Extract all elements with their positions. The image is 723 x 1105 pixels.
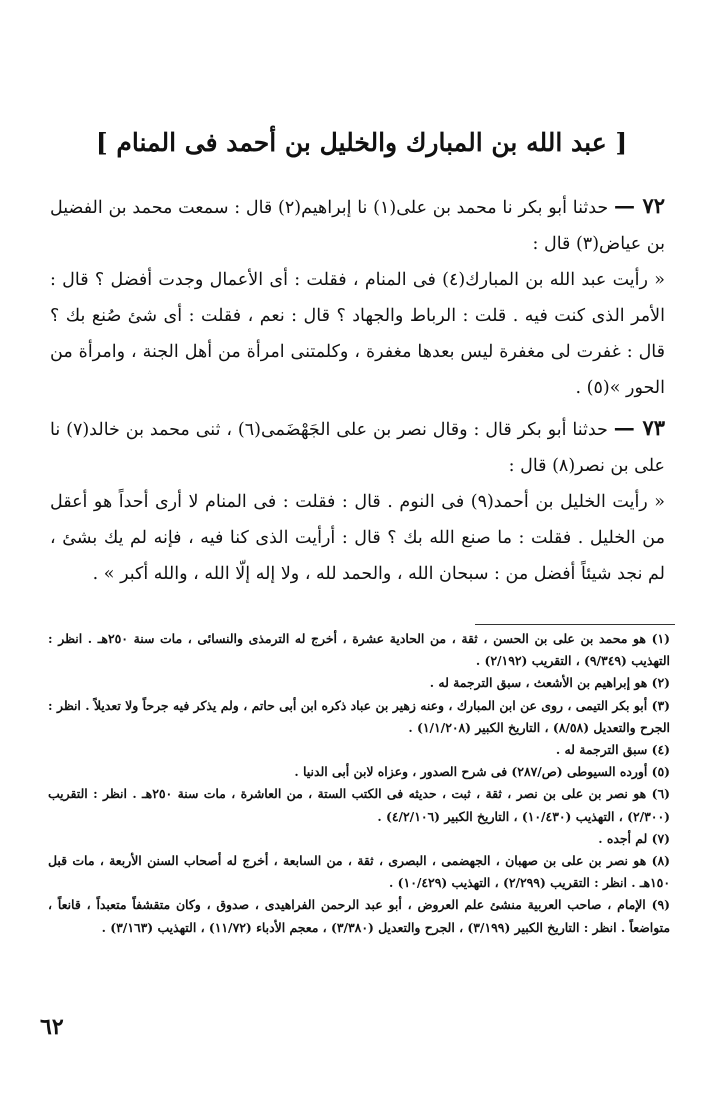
footnote: (٩) الإمام ، صاحب العربية منشئ علم العروض ، أبو عبد الرحمن الفراهيدى ، صدوق ، وكان متقشفاً متعبداً ، قانعاً ، متواضعاً . انظر : التاريخ الكبير (٣/١٩٩) ، الجرح والتعديل (٣/٣٨٠) ، معجم الأدباء (١١/٧٢) ، التهذيب (٣/١٦٣) .: [48, 897, 670, 935]
footnote: (١) هو محمد بن على بن الحسن ، ثقة ، من الحادية عشرة ، أخرج له الترمذى والنسائى ، مات سنة ٢٥٠هـ . انظر : التهذيب (٩/٣٤٩) ، التقريب (٢/١٩٢) .: [48, 631, 670, 669]
isnad-text: حدثنا أبو بكر قال : وقال نصر بن على الجَهْضَمى(٦) ، ثنى محمد بن خالد(٧) نا على بن نصر(٨) قال :: [50, 420, 665, 476]
entry-number: ٧٢ —: [613, 193, 666, 218]
footnote: (٧) لم أجده .: [598, 830, 670, 846]
footnote: (٢) هو إبراهيم بن الأشعث ، سبق الترجمة له .: [429, 675, 670, 691]
footnotes: [48, 628, 670, 939]
footnote: (٣) أبو بكر التيمى ، روى عن ابن المبارك ، وعنه زهير بن عباد ذكره ابن أبى حاتم ، ولم يذكر فيه جرحاً ولا تعديلاً . انظر : الجرح والتعديل (٨/٥٨) ، التاريخ الكبير (١/١/٢٠٨) .: [48, 697, 670, 735]
footnote: (٦) هو نصر بن على بن نصر ، ثقة ، ثبت ، حديثه فى الكتب الستة ، من العاشرة ، مات سنة ٢٥٠هـ . انظر : التقريب (٢/٣٠٠) ، التهذيب (١٠/٤٣٠) ، التاريخ الكبير (٤/٢/١٠٦) .: [48, 786, 670, 824]
footnote: (٥) أورده السيوطى (ص/٢٨٧) فى شرح الصدور ، وعزاه لابن أبى الدنيا .: [294, 764, 670, 780]
entry-72-body: « رأيت عبد الله بن المبارك(٤) فى المنام ، فقلت : أى الأعمال وجدت أفضل ؟ قال : الأمر الذى كنت فيه . قلت : الرباط والجهاد ؟ قال : نعم ، فقلت : أى شئ صُنع بك ؟ قال : غفرت لى مغفرة ليس بعدها مغفرة ، وكلمتنى امرأة من أهل الجنة ، وامرأة من الحور »(٥) .: [50, 270, 665, 398]
entry-73-body: « رأيت الخليل بن أحمد(٩) فى النوم . قال : فقلت : فى المنام لا أرى أحداً هو أعقل من الخليل . فقلت : ما صنع الله بك ؟ قال : أرأيت الذى كنا فيه ، فإنه لم يك بشئ ، لم نجد شيئاً أفضل من : سبحان الله ، والحمد لله ، ولا إله إلّا الله ، والله أكبر » .: [50, 492, 665, 584]
section-heading: [ عبد الله بن المبارك والخليل بن أحمد فى المنام ]: [95, 128, 628, 157]
page-number: ٦٢: [40, 1014, 64, 1040]
entry-73-isnad: [50, 410, 665, 484]
entry-72-isnad: [50, 188, 665, 262]
footnote-divider: [475, 624, 675, 625]
footnote: (٤) سبق الترجمة له .: [555, 742, 670, 758]
footnote: (٨) هو نصر بن على بن صهبان ، الجهضمى ، البصرى ، ثقة ، من السابعة ، أخرج له أصحاب السنن الأربعة ، مات قبل ١٥٠هـ . انظر : التقريب (٢/٢٩٩) ، التهذيب (١٠/٤٢٩) .: [48, 853, 670, 891]
isnad-text: حدثنا أبو بكر نا محمد بن على(١) نا إبراهيم(٢) قال : سمعت محمد بن الفضيل بن عياض(٣) قال :: [50, 198, 665, 254]
entry-number: ٧٣ —: [613, 415, 665, 440]
